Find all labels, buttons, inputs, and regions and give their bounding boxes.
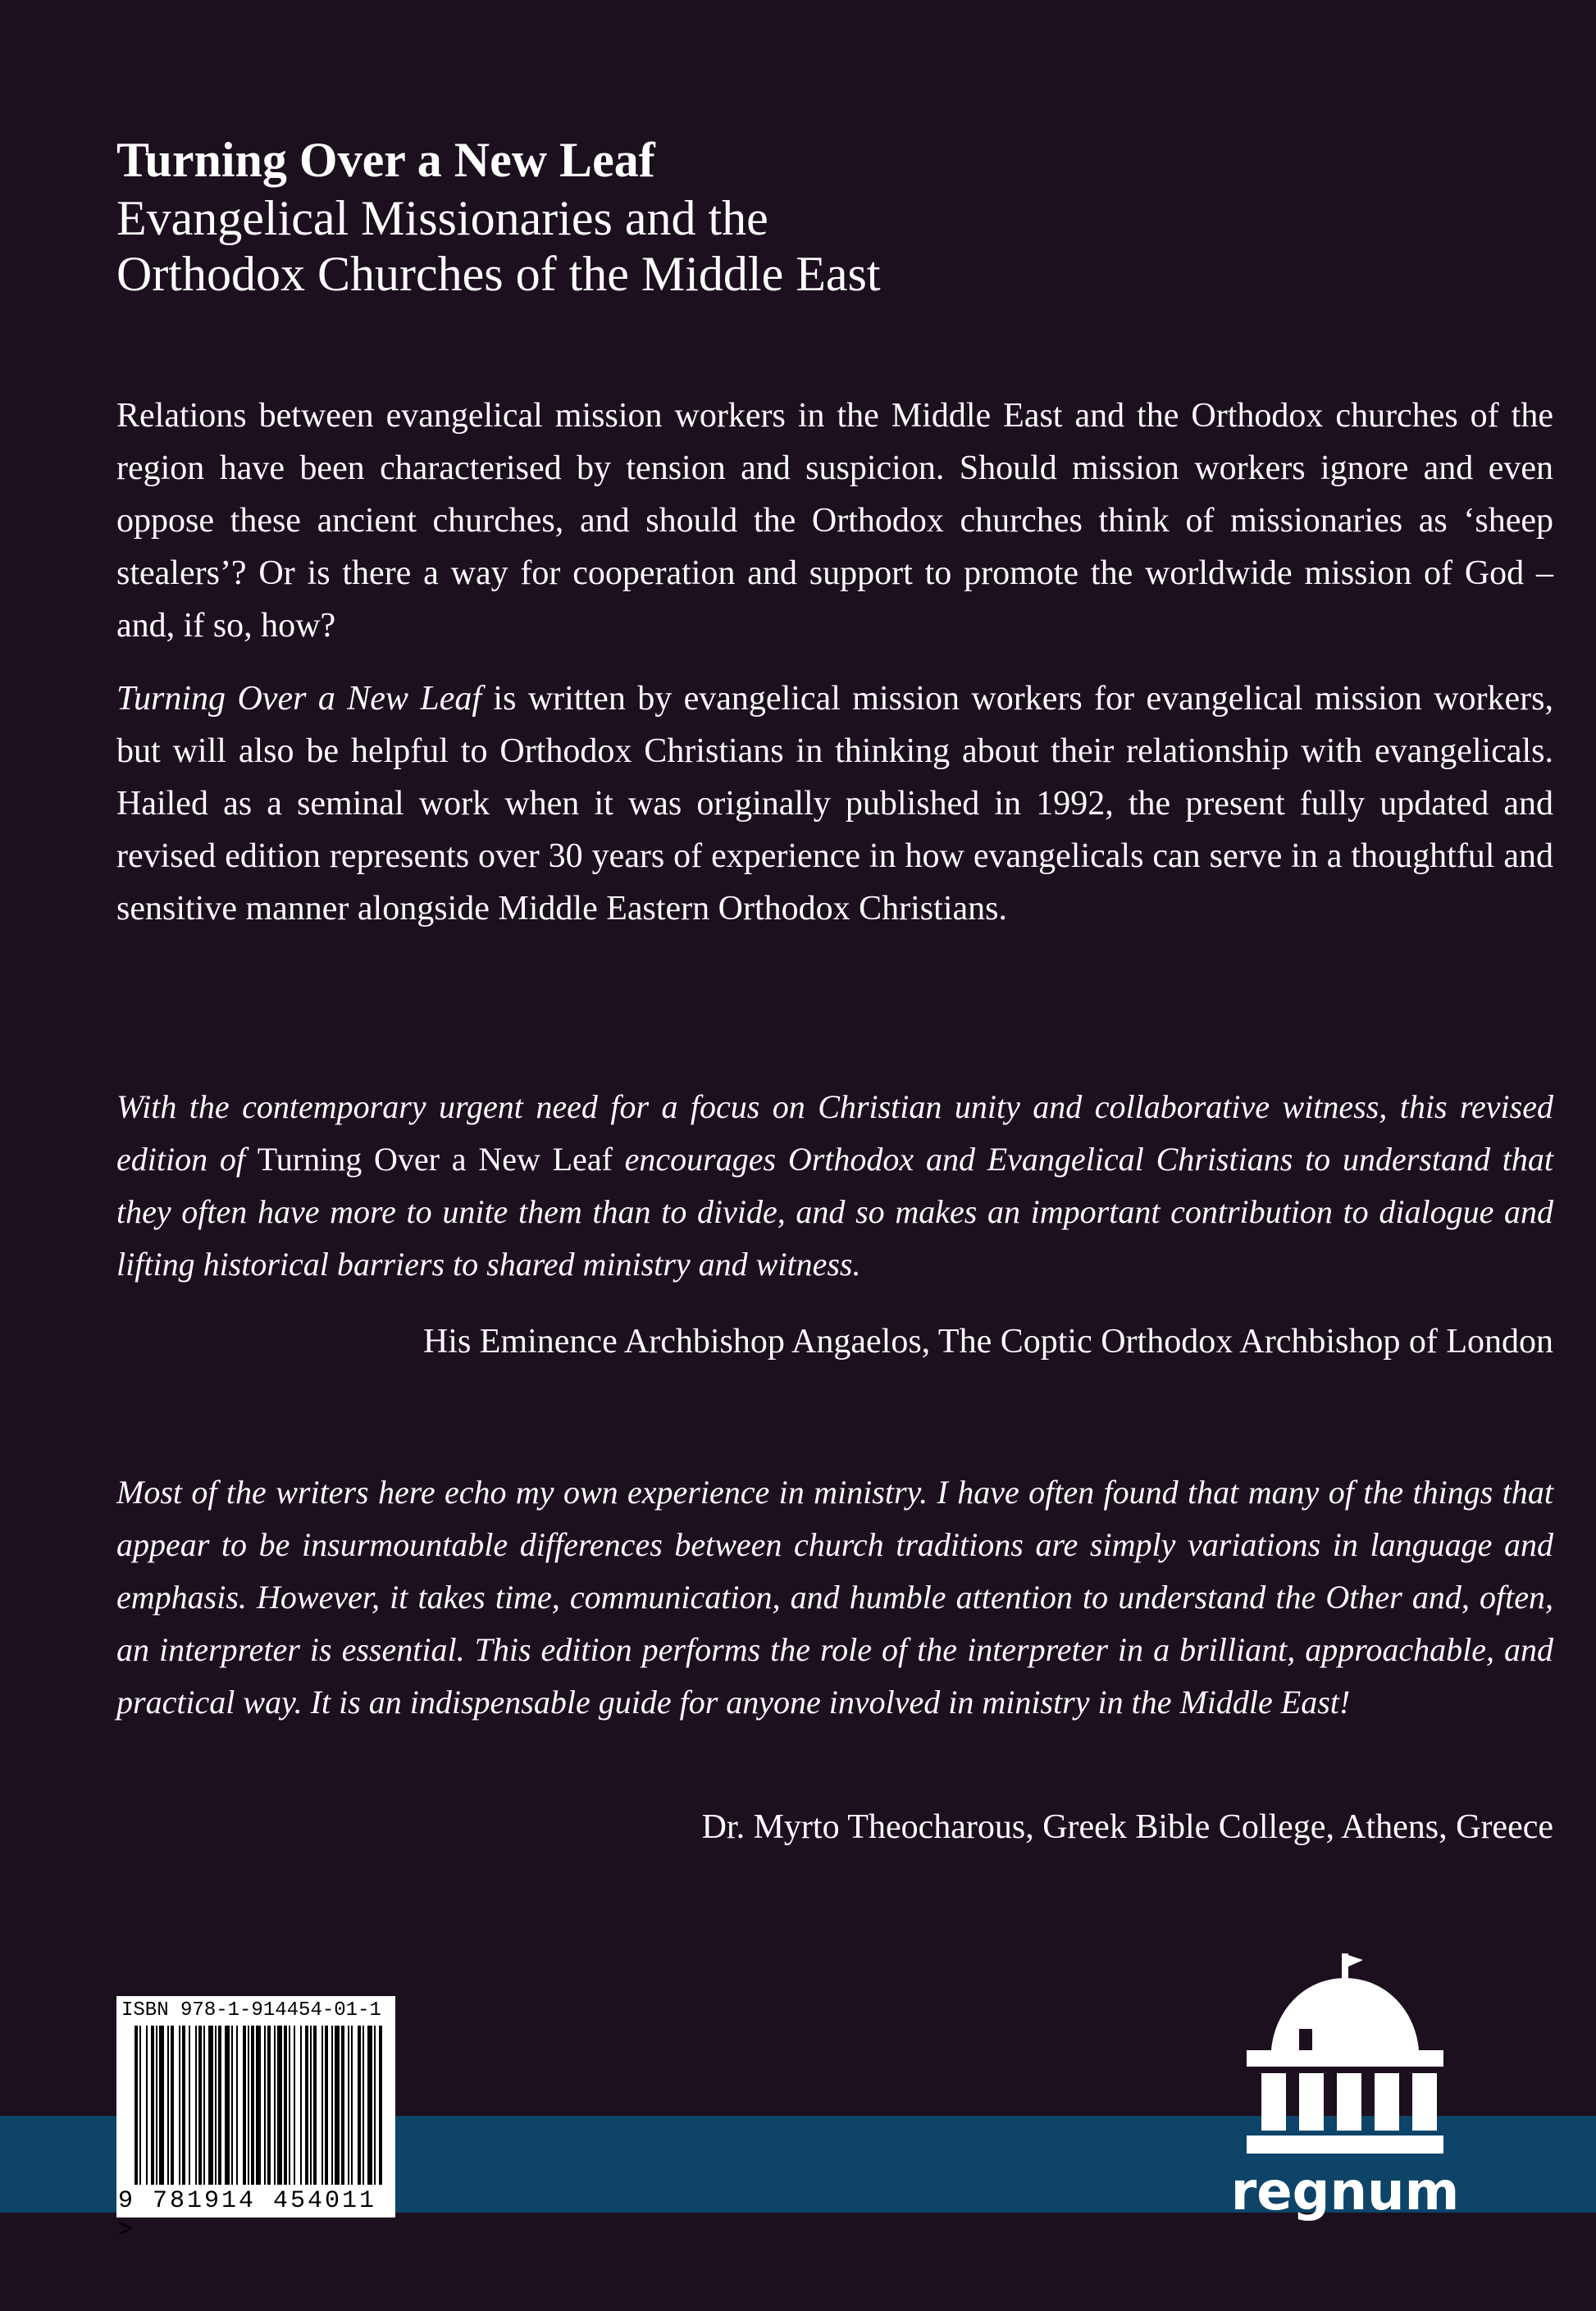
barcode-bar bbox=[256, 2026, 261, 2185]
publisher-name: regnum bbox=[1230, 2162, 1460, 2222]
barcode-bar bbox=[267, 2026, 271, 2185]
barcode-bar bbox=[351, 2026, 353, 2185]
barcode-bar bbox=[167, 2026, 169, 2185]
regnum-logo bbox=[1214, 1953, 1476, 2224]
endorsement-1-book-title: Turning Over a New Leaf bbox=[257, 1141, 613, 1178]
title-block bbox=[116, 130, 1511, 302]
barcode-bars bbox=[116, 1996, 395, 2218]
endorsement-2-attribution: Dr. Myrto Theocharous, Greek Bible College, Athens, Greece bbox=[701, 1808, 1553, 1846]
book-subtitle-line-1: Evangelical Missionaries and the bbox=[116, 191, 768, 245]
barcode-bar bbox=[218, 2026, 221, 2185]
endorsement-2-quote: Most of the writers here echo my own experience in ministry. I have often found that many of the things that appear to be insurmountable differences between church traditions are simply variations in language and emphasis. However, it takes time, communication, and humble attention to understand the Other and, often, an interpreter is essential. This edition performs the role of the interpreter in a brilliant, approachable, and practical way. It is an indispensable guide for anyone involved in ministry in the Middle East! bbox=[116, 1474, 1553, 1721]
barcode-bar bbox=[189, 2026, 190, 2185]
barcode-bar bbox=[171, 2026, 174, 2185]
building-icon bbox=[1214, 1953, 1476, 2167]
book-subtitle-line-2: Orthodox Churches of the Middle East bbox=[116, 247, 881, 301]
blurb-paragraph-1: Relations between evangelical mission workers in the Middle East and the Orthodox churches of the region have been characterised by tension and suspicion. Should mission workers ignore and even oppose these ancient churches, and should the Orthodox churches think of missionaries as ‘sheep stealers’? Or is there a way for cooperation and support to promote the worldwide mission of God – and, if so, how? bbox=[116, 397, 1553, 645]
endorsement-1-quote-part-2: encourages Orthodox and Evangelical Christians to understand that they often have more to unite them than to divide, and so makes an important contribution to dialogue and lifting historical barriers to shared ministry and witness. bbox=[116, 1141, 1553, 1283]
barcode-bar bbox=[294, 2026, 295, 2185]
barcode-bar bbox=[236, 2026, 238, 2185]
barcode-bar bbox=[289, 2026, 290, 2185]
blurb-paragraph-2 bbox=[116, 672, 1553, 935]
barcode-bar bbox=[156, 2026, 157, 2185]
barcode-bar bbox=[203, 2026, 205, 2185]
barcode-bar bbox=[335, 2026, 340, 2185]
barcode-bar bbox=[274, 2026, 276, 2185]
barcode-digits: 9 781914 454011 > bbox=[118, 2187, 377, 2245]
barcode-bar bbox=[358, 2026, 361, 2185]
barcode-bar bbox=[195, 2026, 197, 2185]
isbn-barcode bbox=[116, 1996, 395, 2245]
endorsement-1-quote-part-1: With the contemporary urgent need for a focus on Christian unity and collaborative witness, this revised edition of bbox=[116, 1088, 1553, 1178]
barcode-bar bbox=[341, 2026, 344, 2185]
barcode-bar bbox=[248, 2026, 249, 2185]
barcode-bar bbox=[305, 2026, 308, 2185]
barcode-bar bbox=[215, 2026, 217, 2185]
barcode-bar bbox=[348, 2026, 349, 2185]
barcode-bar bbox=[284, 2026, 287, 2185]
barcode-bar bbox=[331, 2026, 333, 2185]
blurb-paragraph-2-text: is written by evangelical mission workers for evangelical mission workers, but will also be helpful to Orthodox Christians in thinking about their relationship with evangelicals. Hailed as a seminal work when it was originally published in 1992, the present fully updated and revised edition represents over 30 years of experience in how evangelicals can serve in a thoughtful and sensitive manner alongside Middle Eastern Orthodox Christians. bbox=[116, 680, 1553, 928]
barcode-bar bbox=[379, 2026, 382, 2185]
barcode-bar bbox=[231, 2026, 233, 2185]
barcode-bar bbox=[208, 2026, 213, 2185]
barcode-bar bbox=[251, 2026, 254, 2185]
barcode-bar bbox=[151, 2026, 154, 2185]
barcode-bar bbox=[367, 2026, 372, 2185]
endorsement-1-quote bbox=[116, 1081, 1553, 1291]
barcode-bar bbox=[146, 2026, 148, 2185]
barcode-bar bbox=[313, 2026, 317, 2185]
barcode-bar bbox=[179, 2026, 180, 2185]
barcode-bar bbox=[135, 2026, 138, 2185]
book-title: Turning Over a New Leaf bbox=[116, 133, 655, 187]
barcode-bar bbox=[277, 2026, 282, 2185]
isbn-label: ISBN 978-1-914454-01-1 bbox=[121, 1999, 381, 2022]
barcode-bar bbox=[325, 2026, 328, 2185]
barcode-bar bbox=[321, 2026, 323, 2185]
barcode-bar bbox=[139, 2026, 141, 2185]
barcode-bar bbox=[225, 2026, 230, 2185]
barcode-bar bbox=[300, 2026, 302, 2185]
barcode-bar bbox=[374, 2026, 376, 2185]
blurb-book-title: Turning Over a New Leaf bbox=[116, 680, 482, 718]
barcode-bar bbox=[363, 2026, 364, 2185]
barcode-bar bbox=[243, 2026, 246, 2185]
barcode-bar bbox=[264, 2026, 266, 2185]
endorsement-1-attribution: His Eminence Archbishop Angaelos, The Coptic Orthodox Archbishop of London bbox=[422, 1323, 1553, 1361]
barcode-bar bbox=[182, 2026, 185, 2185]
barcode-bar bbox=[198, 2026, 202, 2185]
barcode-bar bbox=[310, 2026, 312, 2185]
barcode-bar bbox=[159, 2026, 164, 2185]
